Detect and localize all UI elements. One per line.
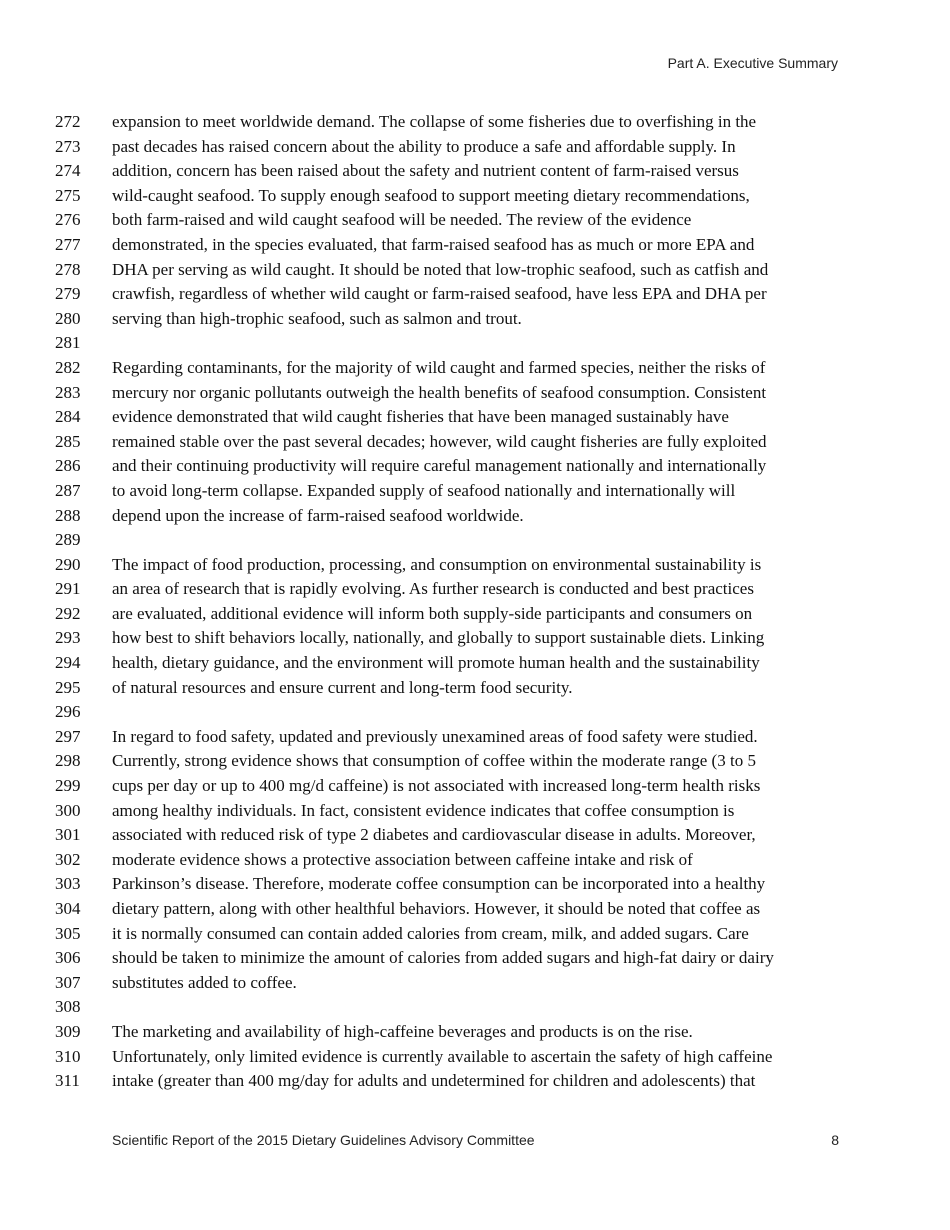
- text-line: [55, 651, 855, 676]
- line-text: In regard to food safety, updated and previously unexamined areas of food safety were studied.: [112, 726, 758, 746]
- text-line: [55, 405, 855, 430]
- text-line: [55, 749, 855, 774]
- text-line: [55, 454, 855, 479]
- text-line: [55, 184, 855, 209]
- line-number: 300: [55, 800, 81, 820]
- text-line: [55, 159, 855, 184]
- line-text: demonstrated, in the species evaluated, that farm-raised seafood has as much or more EPA and: [112, 234, 755, 254]
- line-number: 275: [55, 185, 81, 205]
- line-text: to avoid long-term collapse. Expanded supply of seafood nationally and internationally will: [112, 480, 736, 500]
- line-text: addition, concern has been raised about the safety and nutrient content of farm-raised versus: [112, 161, 739, 181]
- line-text: substitutes added to coffee.: [112, 972, 297, 992]
- text-line: [55, 1069, 855, 1094]
- line-text: are evaluated, additional evidence will inform both supply-side participants and consumers on: [112, 603, 753, 623]
- line-text: both farm-raised and wild caught seafood will be needed. The review of the evidence: [112, 210, 692, 230]
- line-text: an area of research that is rapidly evolving. As further research is conducted and best practices: [112, 579, 754, 599]
- line-number: 293: [55, 628, 81, 648]
- line-text: it is normally consumed can contain added calories from cream, milk, and added sugars. Care: [112, 923, 749, 943]
- line-number: 291: [55, 579, 81, 599]
- text-line: [55, 528, 855, 553]
- line-number: 282: [55, 357, 81, 377]
- line-number: 302: [55, 849, 81, 869]
- line-text: of natural resources and ensure current and long-term food security.: [112, 677, 573, 697]
- text-line: [55, 307, 855, 332]
- text-line: [55, 872, 855, 897]
- page-number: 8: [831, 1132, 839, 1148]
- line-text: dietary pattern, along with other healthful behaviors. However, it should be noted that coffee as: [112, 899, 761, 918]
- text-line: [55, 725, 855, 750]
- line-number: 288: [55, 505, 81, 525]
- line-text: how best to shift behaviors locally, nationally, and globally to support sustainable diets. Linking: [112, 628, 765, 648]
- text-line: [55, 430, 855, 455]
- text-line: [55, 676, 855, 701]
- text-line: [55, 897, 855, 922]
- line-number: 279: [55, 284, 81, 304]
- line-text: serving than high-trophic seafood, such as salmon and trout.: [112, 308, 522, 328]
- text-line: [55, 356, 855, 381]
- line-number: 286: [55, 456, 81, 476]
- line-number: 307: [55, 972, 81, 992]
- line-text: among healthy individuals. In fact, consistent evidence indicates that coffee consumption is: [112, 800, 735, 820]
- text-line: [55, 553, 855, 578]
- line-text: mercury nor organic pollutants outweigh the health benefits of seafood consumption. Consistent: [112, 382, 767, 402]
- text-line: [55, 823, 855, 848]
- text-line: [55, 381, 855, 406]
- line-number: 278: [55, 259, 81, 279]
- line-number: 306: [55, 948, 81, 968]
- text-line: [55, 208, 855, 233]
- line-number: 287: [55, 480, 81, 500]
- document-body: [55, 110, 855, 1094]
- line-number: 296: [55, 702, 81, 722]
- text-line: [55, 774, 855, 799]
- line-number: 285: [55, 431, 81, 451]
- line-text: Unfortunately, only limited evidence is currently available to ascertain the safety of high caffeine: [112, 1046, 773, 1066]
- text-line: [55, 110, 855, 135]
- line-number: 303: [55, 874, 81, 894]
- line-number: 295: [55, 677, 81, 697]
- line-number: 309: [55, 1021, 81, 1041]
- line-number: 284: [55, 407, 81, 427]
- text-line: [55, 700, 855, 725]
- text-line: [55, 258, 855, 283]
- line-number: 273: [55, 136, 81, 156]
- line-text: cups per day or up to 400 mg/d caffeine) is not associated with increased long-term health risks: [112, 776, 761, 796]
- line-text: wild-caught seafood. To supply enough seafood to support meeting dietary recommendations,: [112, 185, 750, 205]
- text-line: [55, 331, 855, 356]
- line-number: 277: [55, 234, 81, 254]
- line-text: moderate evidence shows a protective association between caffeine intake and risk of: [112, 849, 693, 869]
- line-text: Regarding contaminants, for the majority of wild caught and farmed species, neither the risks of: [112, 357, 766, 377]
- line-text: evidence demonstrated that wild caught fisheries that have been managed sustainably have: [112, 407, 729, 427]
- text-line: [55, 971, 855, 996]
- line-number: 274: [55, 161, 81, 181]
- line-number: 289: [55, 530, 81, 550]
- line-number: 281: [55, 333, 81, 353]
- page-header: [668, 55, 838, 71]
- text-line: [55, 848, 855, 873]
- line-number: 304: [55, 899, 81, 918]
- line-text: should be taken to minimize the amount of calories from added sugars and high-fat dairy or dairy: [112, 948, 774, 968]
- line-number: 308: [55, 997, 81, 1017]
- line-text: crawfish, regardless of whether wild caught or farm-raised seafood, have less EPA and DHA per: [112, 284, 767, 304]
- line-number: 276: [55, 210, 81, 230]
- line-text: depend upon the increase of farm-raised seafood worldwide.: [112, 505, 524, 525]
- text-line: [55, 922, 855, 947]
- text-line: [55, 504, 855, 529]
- line-text: Currently, strong evidence shows that consumption of coffee within the moderate range (3 to 5: [112, 751, 756, 771]
- line-number: 283: [55, 382, 81, 402]
- line-number: 280: [55, 308, 81, 328]
- line-text: DHA per serving as wild caught. It should be noted that low-trophic seafood, such as catfish and: [112, 259, 769, 279]
- line-text: and their continuing productivity will require careful management nationally and internationally: [112, 456, 767, 476]
- line-text: The impact of food production, processing, and consumption on environmental sustainability is: [112, 554, 762, 574]
- line-number: 292: [55, 603, 81, 623]
- text-line: [55, 946, 855, 971]
- line-text: remained stable over the past several decades; however, wild caught fisheries are fully exploited: [112, 431, 767, 451]
- report-title: Scientific Report of the 2015 Dietary Guidelines Advisory Committee: [112, 1132, 535, 1148]
- line-text: Parkinson’s disease. Therefore, moderate coffee consumption can be incorporated into a healthy: [112, 874, 766, 894]
- line-text: intake (greater than 400 mg/day for adults and undetermined for children and adolescents) that: [112, 1071, 756, 1091]
- text-line: [55, 233, 855, 258]
- line-number: 272: [55, 112, 81, 131]
- line-number: 310: [55, 1046, 81, 1066]
- section-title: Part A. Executive Summary: [667, 55, 838, 71]
- text-line: [55, 799, 855, 824]
- text-line: [55, 602, 855, 627]
- line-text: expansion to meet worldwide demand. The collapse of some fisheries due to overfishing in the: [112, 112, 757, 131]
- line-text: The marketing and availability of high-caffeine beverages and products is on the rise.: [112, 1021, 693, 1041]
- text-line: [55, 1045, 855, 1070]
- text-line: [55, 577, 855, 602]
- line-number: 311: [55, 1071, 80, 1091]
- text-line: [55, 135, 855, 160]
- text-line: [55, 626, 855, 651]
- line-text: past decades has raised concern about the ability to produce a safe and affordable supply. In: [112, 136, 736, 156]
- line-number: 297: [55, 726, 81, 746]
- line-number: 305: [55, 923, 81, 943]
- line-number: 290: [55, 554, 81, 574]
- text-line: [55, 1020, 855, 1045]
- line-text: health, dietary guidance, and the environment will promote human health and the sustainability: [112, 653, 760, 673]
- line-text: associated with reduced risk of type 2 diabetes and cardiovascular disease in adults. Moreover,: [112, 825, 756, 845]
- text-line: [55, 995, 855, 1020]
- text-line: [55, 479, 855, 504]
- line-number: 299: [55, 776, 81, 796]
- line-number: 298: [55, 751, 81, 771]
- line-number: 294: [55, 653, 81, 673]
- line-number: 301: [55, 825, 81, 845]
- text-line: [55, 282, 855, 307]
